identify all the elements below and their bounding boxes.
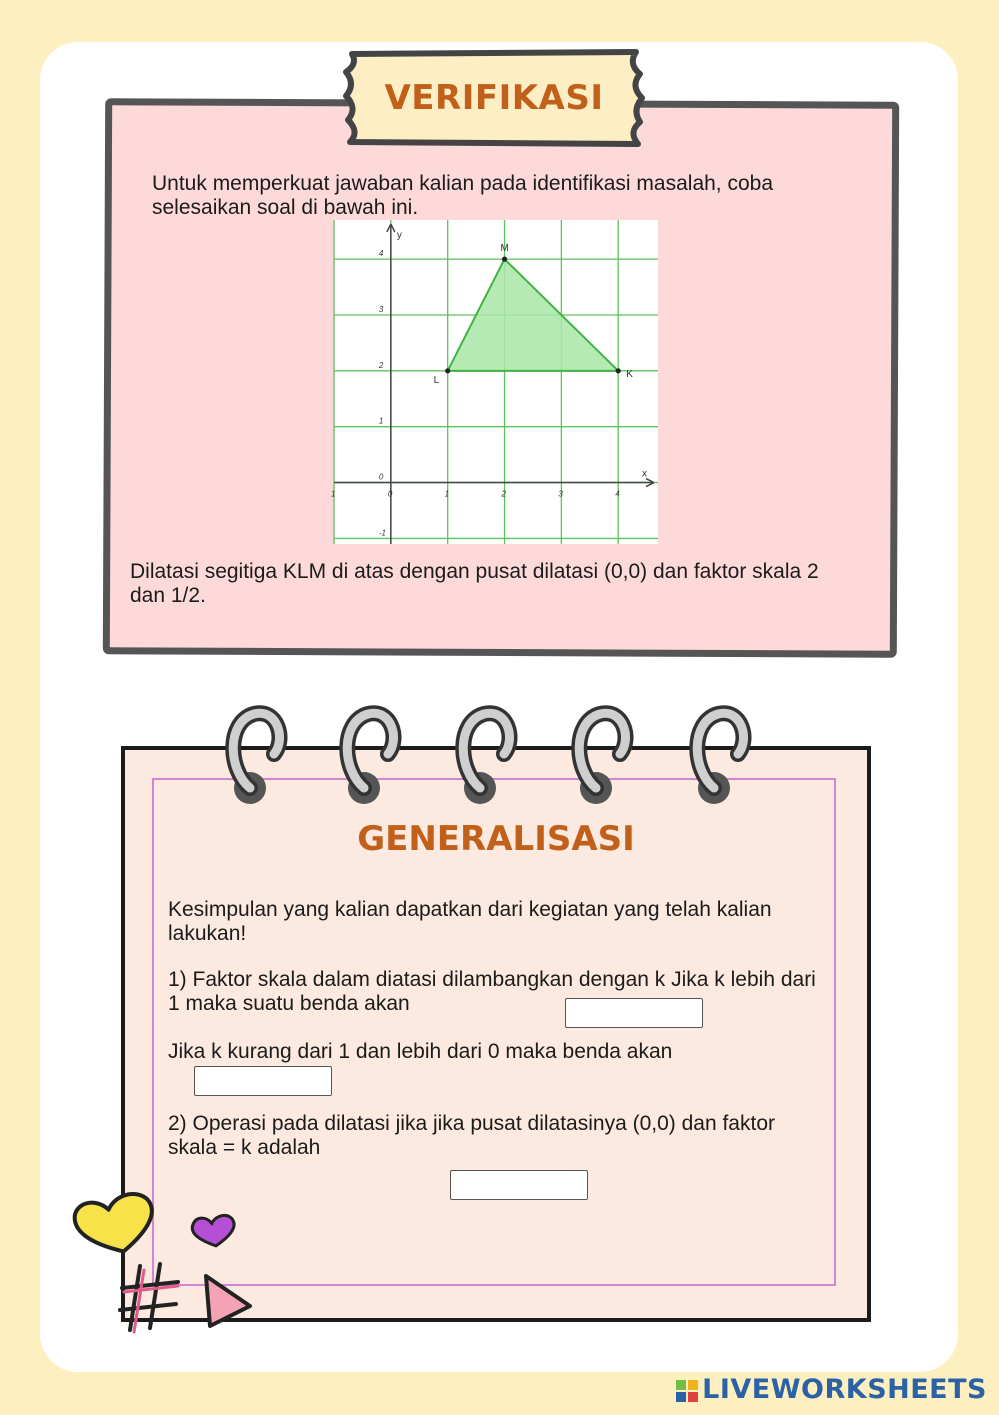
yellow-heart-icon: [68, 1190, 168, 1260]
y-axis-label: y: [396, 230, 402, 241]
x-tick-label: 2: [501, 489, 506, 499]
generalisasi-title: GENERALISASI: [357, 819, 635, 859]
generalisasi-item-1: 1) Faktor skala dalam diatasi dilambangkan dengan k Jika k lebih dari 1 maka suatu benda akan: [168, 968, 816, 1015]
y-tick-label: 0: [378, 472, 384, 482]
coordinate-graph: [331, 220, 658, 544]
pink-triangle-icon: [196, 1270, 260, 1332]
verifikasi-title: VERIFIKASI: [384, 78, 604, 118]
graph-svg: [331, 220, 658, 544]
point-m: [502, 257, 507, 262]
point-label-l: L: [433, 374, 440, 386]
x-tick-label: 1: [444, 489, 450, 499]
answer-input-2[interactable]: [194, 1066, 332, 1096]
hashtag-doodle-icon: [116, 1258, 186, 1338]
y-tick-label: 2: [378, 360, 384, 370]
point-label-k: K: [626, 368, 633, 380]
point-k: [616, 368, 621, 373]
verifikasi-intro: Untuk memperkuat jawaban kalian pada identifikasi masalah, coba selesaikan soal di bawah ini.: [152, 172, 774, 219]
y-tick-label: -1: [378, 528, 386, 538]
generalisasi-item-1b: Jika k kurang dari 1 dan lebih dari 0 maka benda akan: [168, 1040, 673, 1063]
y-tick-label: 4: [378, 249, 384, 259]
binder-ring-icon: [450, 700, 520, 810]
liveworksheets-logo-icon: [676, 1378, 698, 1400]
y-tick-label: 1: [378, 416, 384, 426]
x-tick-label: 4: [615, 489, 620, 499]
x-tick-label: 1: [331, 489, 336, 499]
x-tick-label: 0: [387, 489, 393, 499]
answer-input-3[interactable]: [450, 1170, 588, 1200]
x-tick-label: 3: [558, 489, 563, 499]
binder-ring-icon: [334, 700, 404, 810]
x-axis-label: x: [642, 468, 647, 480]
answer-input-1[interactable]: [565, 998, 703, 1028]
verifikasi-question: Dilatasi segitiga KLM di atas dengan pusat dilatasi (0,0) dan faktor skala 2 dan 1/2.: [130, 560, 819, 607]
y-tick-label: 3: [378, 304, 384, 314]
generalisasi-intro: Kesimpulan yang kalian dapatkan dari kegiatan yang telah kalian lakukan!: [168, 898, 772, 945]
binder-ring-icon: [566, 700, 636, 810]
point-l: [445, 368, 450, 373]
purple-heart-icon: [186, 1212, 242, 1252]
verifikasi-banner: [342, 48, 646, 148]
brand-text: LIVEWORKSHEETS: [702, 1373, 987, 1405]
generalisasi-item-2: 2) Operasi pada dilatasi jika jika pusat dilatasinya (0,0) dan faktor skala = k adalah: [168, 1112, 775, 1159]
binder-ring-icon: [684, 700, 754, 810]
binder-ring-icon: [220, 700, 290, 810]
point-label-m: M: [500, 243, 509, 255]
liveworksheets-brand: [676, 1373, 987, 1405]
